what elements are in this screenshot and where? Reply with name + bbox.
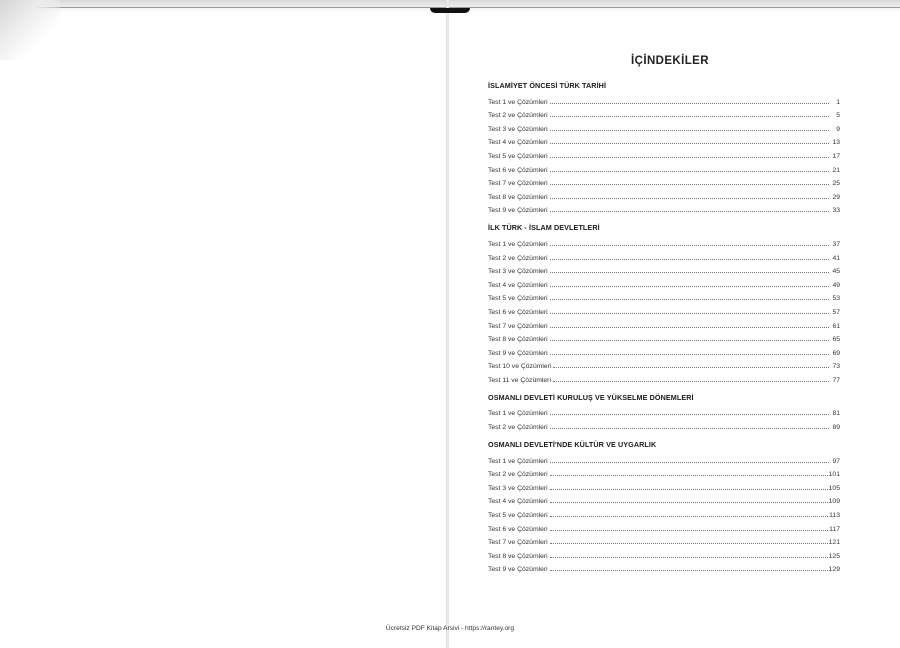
toc-entry bbox=[486, 201, 840, 215]
toc-entry-label: Test 6 ve Çözümleri bbox=[488, 166, 548, 174]
toc-entry-label: Test 8 ve Çözümleri bbox=[488, 193, 548, 201]
dot-leader bbox=[550, 183, 829, 185]
toc-entry bbox=[486, 357, 840, 371]
toc-entry-page: 65 bbox=[832, 336, 840, 344]
toc-entry-label: Test 8 ve Çözümleri bbox=[488, 336, 548, 344]
toc-entry-page: 81 bbox=[832, 410, 840, 418]
toc-entry bbox=[486, 533, 840, 547]
toc-entry-label: Test 3 ve Çözümleri bbox=[488, 125, 548, 133]
toc-entry-label: Test 2 ve Çözümleri bbox=[488, 254, 548, 262]
toc-entry bbox=[486, 560, 840, 574]
right-page bbox=[486, 55, 840, 582]
toc-entry-label: Test 3 ve Çözümleri bbox=[488, 484, 548, 492]
toc-entry-page: 1 bbox=[836, 98, 840, 106]
toc-entry bbox=[486, 465, 840, 479]
toc-entry-page: 49 bbox=[832, 281, 840, 289]
toc-entry-page: 109 bbox=[828, 498, 840, 506]
toc-entry-page: 57 bbox=[832, 308, 840, 316]
toc-entry bbox=[486, 146, 840, 160]
toc-entry-label: Test 10 ve Çözümleri bbox=[488, 363, 552, 371]
toc-entry-page: 53 bbox=[832, 295, 840, 303]
toc-entry-page: 41 bbox=[832, 254, 840, 262]
toc-entry bbox=[486, 519, 840, 533]
dot-leader bbox=[550, 285, 829, 287]
toc-entry-page: 69 bbox=[832, 349, 840, 357]
dot-leader bbox=[550, 529, 828, 531]
section-title: İSLAMİYET ÖNCESİ TÜRK TARİHİ bbox=[488, 81, 607, 90]
toc-entry-page: 21 bbox=[832, 166, 840, 174]
section-title: OSMANLI DEVLETİ KURULUŞ VE YÜKSELME DÖNEMLERİ bbox=[488, 392, 694, 402]
toc-entry-page: 117 bbox=[829, 525, 840, 533]
toc-entry-label: Test 5 ve Çözümleri bbox=[488, 152, 548, 160]
toc-entry-label: Test 1 ve Çözümleri bbox=[488, 98, 548, 106]
dot-leader bbox=[550, 156, 829, 158]
toc-entry bbox=[486, 505, 840, 519]
book-spine bbox=[446, 0, 449, 648]
toc-entry-page: 101 bbox=[828, 471, 840, 479]
toc-entry bbox=[486, 302, 840, 316]
toc-entry-label: Test 9 ve Çözümleri bbox=[488, 349, 548, 357]
toc-entry bbox=[486, 546, 840, 560]
dot-leader bbox=[550, 501, 828, 503]
toc-entry-page: 97 bbox=[832, 457, 840, 465]
toc-entry-page: 13 bbox=[832, 139, 840, 147]
toc-entry-label: Test 5 ve Çözümleri bbox=[488, 512, 548, 520]
toc-entry-page: 121 bbox=[828, 539, 840, 547]
toc-entry-page: 73 bbox=[832, 363, 840, 371]
toc-entry-label: Test 4 ve Çözümleri bbox=[488, 281, 548, 289]
dot-leader bbox=[550, 312, 829, 314]
toc-entry bbox=[486, 92, 840, 106]
dot-leader bbox=[550, 115, 829, 117]
toc-entry-label: Test 7 ve Çözümleri bbox=[488, 322, 548, 330]
toc-entry bbox=[486, 262, 840, 276]
toc-entry-label: Test 2 ve Çözümleri bbox=[488, 471, 548, 479]
toc-entry-page: 129 bbox=[828, 566, 840, 574]
toc-title: İÇİNDEKİLER bbox=[631, 55, 709, 67]
dot-leader bbox=[550, 197, 829, 199]
toc-entry bbox=[486, 234, 840, 248]
toc-entry bbox=[486, 343, 840, 357]
toc-section bbox=[486, 393, 840, 431]
toc-entry-page: 9 bbox=[836, 125, 840, 133]
toc-entry bbox=[486, 174, 840, 188]
toc-entry-page: 17 bbox=[832, 152, 840, 160]
dot-leader bbox=[550, 461, 829, 463]
toc-entry bbox=[486, 289, 840, 303]
dot-leader bbox=[550, 326, 829, 328]
dot-leader bbox=[550, 244, 829, 246]
toc-entry-label: Test 2 ve Çözümleri bbox=[488, 424, 548, 432]
dot-leader bbox=[550, 142, 829, 144]
dot-leader bbox=[550, 339, 829, 341]
dot-leader bbox=[550, 413, 829, 415]
section-title: OSMANLI DEVLETİ'NDE KÜLTÜR VE UYGARLIK bbox=[488, 440, 657, 450]
toc-entry bbox=[486, 160, 840, 174]
toc-entry-page: 5 bbox=[836, 112, 840, 120]
toc-entry-label: Test 3 ve Çözümleri bbox=[488, 268, 548, 276]
toc-entry-label: Test 9 ve Çözümleri bbox=[488, 566, 548, 574]
toc-entry bbox=[486, 451, 840, 465]
toc-entry bbox=[486, 133, 840, 147]
toc-entry-page: 113 bbox=[829, 512, 840, 520]
toc-entry bbox=[486, 417, 840, 431]
toc-entry-page: 77 bbox=[832, 376, 840, 384]
spine-binding-mark bbox=[430, 8, 470, 13]
dot-leader bbox=[550, 556, 828, 558]
toc-entry-label: Test 1 ve Çözümleri bbox=[488, 410, 548, 418]
toc-entry-label: Test 9 ve Çözümleri bbox=[488, 207, 548, 215]
toc-entry bbox=[486, 187, 840, 201]
toc-entry bbox=[486, 492, 840, 506]
dot-leader bbox=[550, 102, 829, 104]
dot-leader bbox=[550, 170, 829, 172]
toc-entry-label: Test 1 ve Çözümleri bbox=[488, 457, 548, 465]
toc-entry-label: Test 5 ve Çözümleri bbox=[488, 295, 548, 303]
toc-entry bbox=[486, 316, 840, 330]
dot-leader bbox=[550, 298, 829, 300]
toc-section bbox=[486, 440, 840, 573]
dot-leader bbox=[550, 474, 828, 476]
toc-entry-page: 29 bbox=[832, 193, 840, 201]
toc-section bbox=[486, 223, 840, 384]
toc-entry-label: Test 4 ve Çözümleri bbox=[488, 139, 548, 147]
toc-entry bbox=[486, 404, 840, 418]
toc-entry-label: Test 8 ve Çözümleri bbox=[488, 552, 548, 560]
toc-entry-page: 45 bbox=[832, 268, 840, 276]
toc-entry-label: Test 7 ve Çözümleri bbox=[488, 539, 548, 547]
dot-leader bbox=[550, 258, 829, 260]
dot-leader bbox=[550, 427, 829, 429]
toc-entry-label: Test 7 ve Çözümleri bbox=[488, 180, 548, 188]
toc-entry-label: Test 4 ve Çözümleri bbox=[488, 498, 548, 506]
dot-leader bbox=[553, 366, 829, 368]
toc-entry-page: 105 bbox=[828, 484, 840, 492]
dot-leader bbox=[550, 129, 829, 131]
toc-entry-page: 89 bbox=[832, 424, 840, 432]
section-title: İLK TÜRK - İSLAM DEVLETLERİ bbox=[488, 223, 600, 233]
scan-corner-shadow bbox=[0, 0, 60, 60]
toc-entry bbox=[486, 106, 840, 120]
toc-entry bbox=[486, 330, 840, 344]
toc-entry-page: 61 bbox=[832, 322, 840, 330]
toc-entry bbox=[486, 275, 840, 289]
toc-sections bbox=[486, 81, 840, 573]
dot-leader bbox=[550, 569, 828, 571]
toc-entry-page: 125 bbox=[828, 552, 840, 560]
dot-leader bbox=[550, 271, 829, 273]
toc-entry bbox=[486, 478, 840, 492]
toc-entry-page: 25 bbox=[832, 180, 840, 188]
footer-text: Ücretsiz PDF Kitap Arsivi - https://rantey.org bbox=[385, 625, 515, 632]
toc-entry-label: Test 6 ve Çözümleri bbox=[488, 525, 548, 533]
dot-leader bbox=[550, 488, 828, 490]
dot-leader bbox=[550, 353, 829, 355]
toc-entry bbox=[486, 248, 840, 262]
toc-entry bbox=[486, 119, 840, 133]
toc-entry-label: Test 11 ve Çözümleri bbox=[488, 376, 551, 384]
dot-leader bbox=[550, 210, 829, 212]
toc-entry-label: Test 1 ve Çözümleri bbox=[488, 240, 548, 248]
toc-entry-label: Test 2 ve Çözümleri bbox=[488, 112, 548, 120]
toc-section bbox=[486, 81, 840, 214]
toc-entry-page: 33 bbox=[832, 207, 840, 215]
dot-leader bbox=[550, 542, 828, 544]
dot-leader bbox=[553, 380, 829, 382]
toc-entry-page: 37 bbox=[832, 240, 840, 248]
toc-entry-label: Test 6 ve Çözümleri bbox=[488, 308, 548, 316]
dot-leader bbox=[550, 515, 828, 517]
toc-entry bbox=[486, 370, 840, 384]
